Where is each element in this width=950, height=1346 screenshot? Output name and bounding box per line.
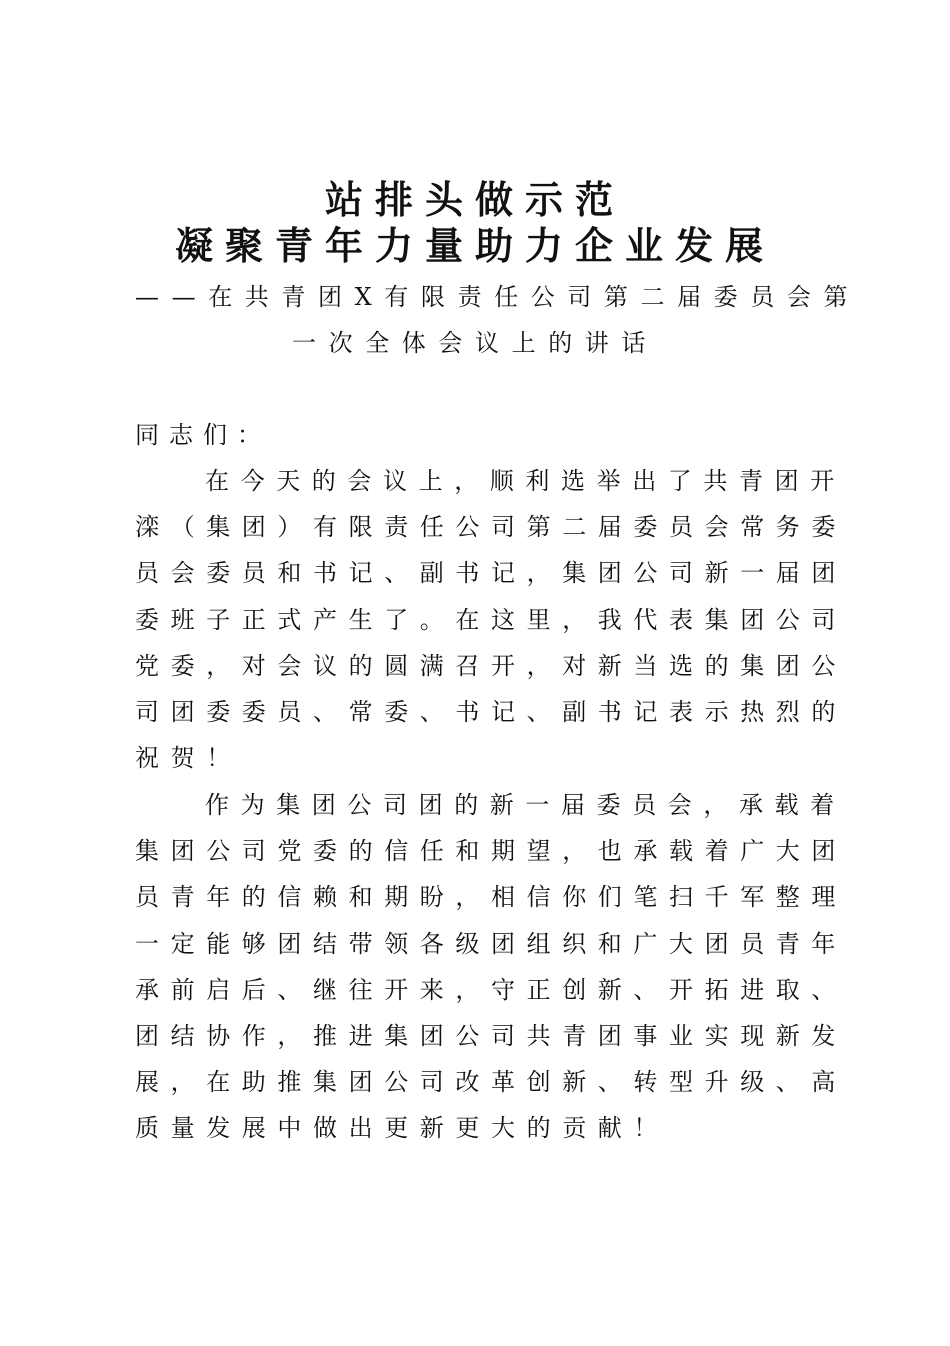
paragraph-line: 展，在助推集团公司改革创新、转型升级、高 <box>135 1068 847 1097</box>
paragraph-line: 集团公司党委的信任和期望，也承载着广大团 <box>135 837 847 866</box>
paragraph-line: 作为集团公司团的新一届委员会，承载着 <box>205 791 846 819</box>
paragraph-line: 承前启后、继往开来，守正创新、开拓进取、 <box>135 975 847 1004</box>
paragraph-line: 委班子正式产生了。在这里，我代表集团公司 <box>135 605 847 634</box>
paragraph-line: 团结协作，推进集团公司共青团事业实现新发 <box>135 1021 847 1050</box>
document-subtitle-line-1: ——在共青团X有限责任公司第二届委员会第 <box>135 283 861 311</box>
paragraph-line: 党委，对会议的圆满召开，对新当选的集团公 <box>135 651 847 680</box>
document-title-line-2: 凝聚青年力量助力企业发展 <box>174 223 775 268</box>
paragraph-2 <box>135 782 847 1152</box>
paragraph-line: 祝贺！ <box>135 744 242 773</box>
document-subtitle-line-2: 一次全体会议上的讲话 <box>292 329 658 357</box>
paragraph-line: 一定能够团结带领各级团组织和广大团员青年 <box>135 929 847 958</box>
document-title-line-1: 站排头做示范 <box>324 177 625 222</box>
paragraph-line: 司团委委员、常委、书记、副书记表示热烈的 <box>135 697 847 726</box>
paragraph-line: 滦（集团）有限责任公司第二届委员会常务委 <box>135 513 847 542</box>
paragraph-line: 员青年的信赖和期盼，相信你们笔扫千军整理 <box>135 883 847 912</box>
paragraph-line: 在今天的会议上，顺利选举出了共青团开 <box>205 467 846 495</box>
paragraph-line: 员会委员和书记、副书记，集团公司新一届团 <box>135 559 847 588</box>
salutation: 同志们： <box>135 421 271 449</box>
paragraph-1 <box>135 458 847 781</box>
paragraph-line: 质量发展中做出更新更大的贡献！ <box>135 1114 669 1143</box>
